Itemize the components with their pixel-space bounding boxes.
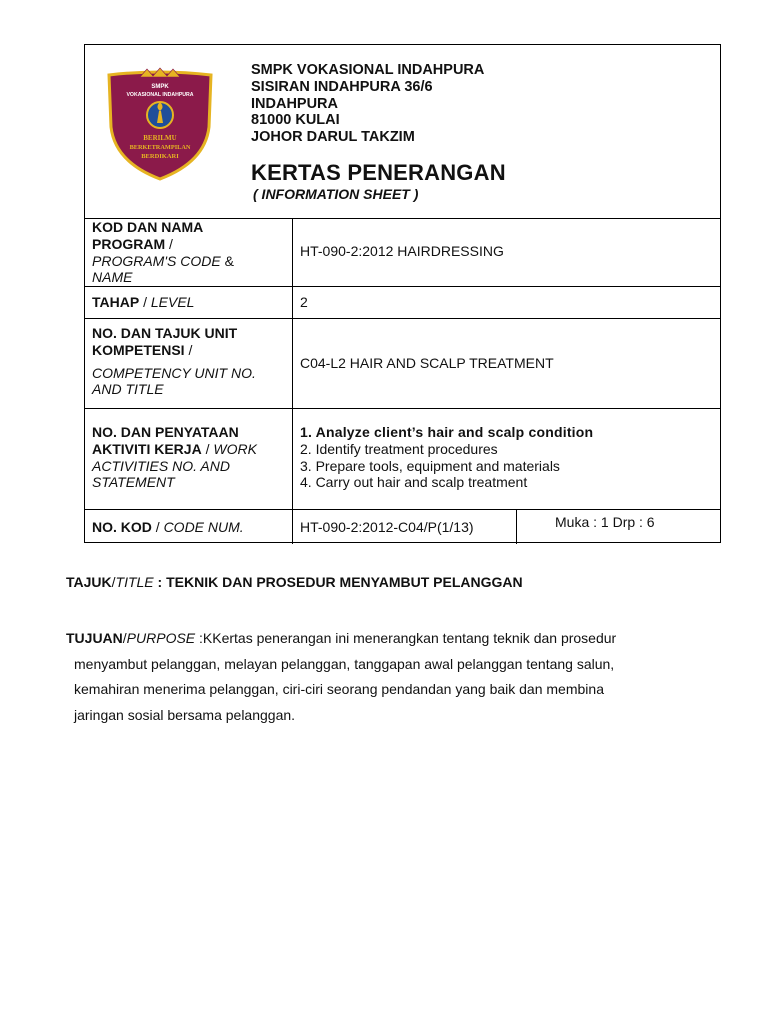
purpose-text-line: jaringan sosial bersama pelanggan. xyxy=(74,706,296,723)
code-label: NO. KOD / CODE NUM. xyxy=(92,519,244,535)
sheet-subtitle: ( INFORMATION SHEET ) xyxy=(253,186,419,202)
page-number: Muka : 1 Drp : 6 xyxy=(555,514,655,530)
school-crest-logo xyxy=(105,67,215,182)
school-address-line-1: SISIRAN INDAHPURA 36/6 xyxy=(251,78,433,95)
unit-label-cell xyxy=(85,319,293,408)
header-table xyxy=(84,44,721,543)
level-label-cell xyxy=(85,287,293,318)
logo-top-text-2: VOKASIONAL INDAHPURA xyxy=(126,92,194,98)
work-activities-row xyxy=(85,409,720,510)
school-state: JOHOR DARUL TAKZIM xyxy=(251,129,415,146)
program-label-cell xyxy=(85,218,293,286)
purpose-text-line: KKertas penerangan ini menerangkan tentang teknik dan prosedur xyxy=(202,630,617,646)
program-row xyxy=(85,218,720,287)
code-row xyxy=(85,510,720,544)
logo-motto-1: BERILMU xyxy=(143,134,177,142)
activity-item: 1. Analyze client’s hair and scalp condition xyxy=(300,424,594,440)
school-header xyxy=(85,45,720,219)
school-postcode: 81000 KULAI xyxy=(251,112,340,129)
program-label: KOD DAN NAMA PROGRAM / PROGRAM'S CODE & NAME xyxy=(92,219,234,286)
purpose-first-line: TUJUAN/PURPOSE :KKertas penerangan ini menerangkan tentang teknik dan prosedur xyxy=(66,630,617,646)
purpose-paragraph xyxy=(66,626,706,728)
unit-label: NO. DAN TAJUK UNIT KOMPETENSI / COMPETENCY UNIT NO. AND TITLE xyxy=(92,325,256,398)
logo-motto-3: BERDIKARI xyxy=(141,153,179,160)
unit-value: C04-L2 HAIR AND SCALP TREATMENT xyxy=(300,355,554,371)
logo-top-text-1: SMPK xyxy=(151,84,169,90)
school-address-line-2: INDAHPURA xyxy=(251,95,338,112)
activities-label: NO. DAN PENYATAAN AKTIVITI KERJA / WORK ACTIVITIES NO. AND STATEMENT xyxy=(92,424,257,491)
code-label-cell xyxy=(85,510,293,544)
activities-list xyxy=(300,424,593,491)
level-value: 2 xyxy=(300,294,308,310)
purpose-text-line: menyambut pelanggan, melayan pelanggan, tanggapan awal pelanggan tentang salun, xyxy=(74,655,615,672)
competency-unit-row xyxy=(85,319,720,409)
sheet-title: KERTAS PENERANGAN xyxy=(251,160,506,185)
activity-item: 4. Carry out hair and scalp treatment xyxy=(300,474,528,491)
code-value: HT-090-2:2012-C04/P(1/13) xyxy=(300,519,474,535)
program-value: HT-090-2:2012 HAIRDRESSING xyxy=(300,243,504,259)
activities-label-cell xyxy=(85,409,293,509)
activity-item: 2. Identify treatment procedures xyxy=(300,440,498,457)
logo-motto-2: BERKETRAMPILAN xyxy=(129,144,191,151)
purpose-label: TUJUAN/PURPOSE xyxy=(66,630,196,646)
school-address xyxy=(251,62,484,146)
crest-crown xyxy=(140,68,180,77)
purpose-text-line: kemahiran menerima pelanggan, ciri-ciri seorang pendandan yang baik dan membina xyxy=(74,681,604,697)
school-name: SMPK VOKASIONAL INDAHPURA xyxy=(251,62,485,78)
level-label: TAHAP / LEVEL xyxy=(92,294,195,310)
activity-item: 3. Prepare tools, equipment and materials xyxy=(300,457,560,474)
topic-title: TAJUK/TITLE : TEKNIK DAN PROSEDUR MENYAMBUT PELANGGAN xyxy=(66,574,523,590)
level-row xyxy=(85,287,720,319)
